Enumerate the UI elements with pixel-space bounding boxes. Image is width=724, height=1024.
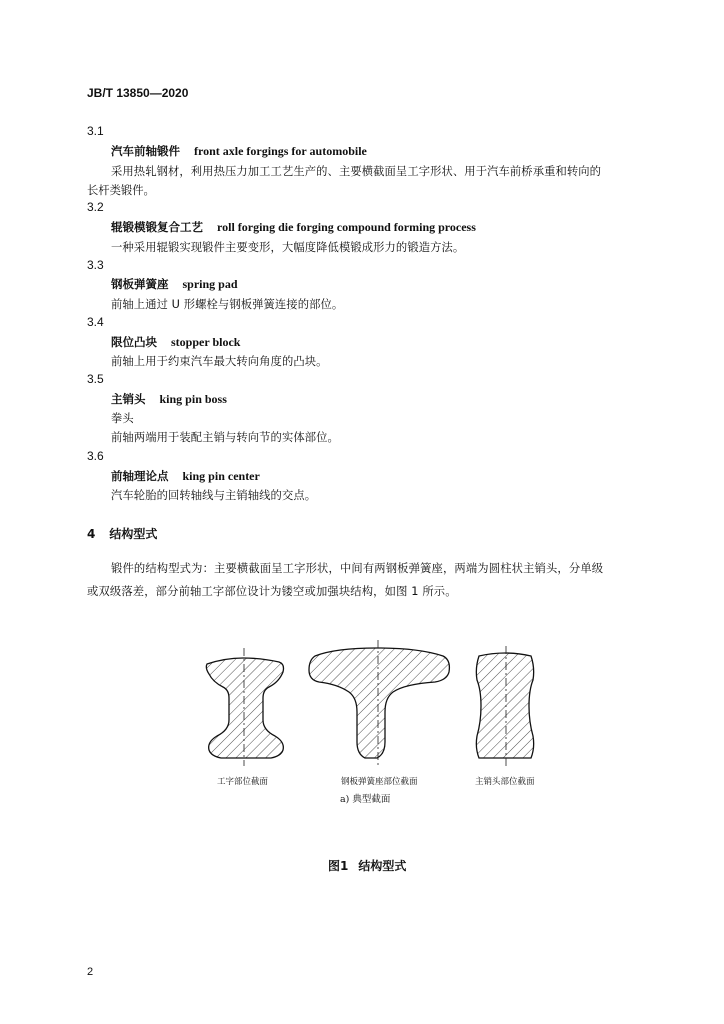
term-en: roll forging die forging compound forming process (217, 220, 476, 234)
standard-number: JB/T 13850—2020 (87, 86, 189, 100)
term-title (111, 276, 238, 292)
spring-pad-section (309, 640, 449, 768)
term-zh: 汽车前轴锻件 (111, 144, 180, 158)
section-paragraph-continued: 或双级落差，部分前轴工字部位设计为镂空或加强块结构，如图 1 所示。 (87, 585, 457, 598)
term-en: front axle forgings for automobile (194, 144, 367, 158)
figure-caption-i-beam: 工字部位截面 (217, 777, 269, 787)
term-number: 3.6 (87, 449, 104, 463)
term-number: 3.2 (87, 200, 104, 214)
term-synonym: 拳头 (111, 412, 134, 425)
cross-section-figure (195, 640, 555, 770)
term-title (111, 219, 476, 235)
figure-title (328, 857, 406, 874)
term-zh: 辊锻模锻复合工艺 (111, 220, 203, 234)
term-definition: 前轴两端用于装配主销与转向节的实体部位。 (111, 431, 339, 444)
section-number: 4 (87, 527, 96, 541)
figure-caption-king-pin: 主销头部位截面 (475, 777, 535, 787)
term-zh: 限位凸块 (111, 335, 157, 349)
term-title (111, 143, 367, 159)
figure-title-text: 结构型式 (358, 859, 407, 873)
term-definition: 前轴上通过 U 形螺栓与钢板弹簧连接的部位。 (111, 298, 344, 311)
term-definition: 前轴上用于约束汽车最大转向角度的凸块。 (111, 355, 328, 368)
term-en: stopper block (171, 335, 241, 349)
figure-caption-spring-pad: 钢板弹簧座部位截面 (341, 777, 418, 787)
term-zh: 钢板弹簧座 (111, 277, 169, 291)
term-zh: 主销头 (111, 392, 146, 406)
term-definition: 一种采用辊锻实现锻件主要变形，大幅度降低模锻成形力的锻造方法。 (111, 241, 465, 254)
i-beam-section (206, 648, 283, 766)
term-title (111, 468, 260, 484)
figure-number: 图1 (328, 859, 349, 873)
term-title (111, 391, 227, 407)
term-en: king pin center (182, 469, 260, 483)
term-zh: 前轴理论点 (111, 469, 169, 483)
section-paragraph: 锻件的结构型式为：主要横截面呈工字形状，中间有两钢板弹簧座，两端为圆柱状主销头，分单级 (111, 562, 604, 575)
term-definition: 采用热轧钢材，利用热压力加工工艺生产的、主要横截面呈工字形状、用于汽车前桥承重和转向的 (111, 165, 602, 178)
term-en: spring pad (182, 277, 238, 291)
term-number: 3.5 (87, 372, 104, 386)
term-definition: 汽车轮胎的回转轴线与主销轴线的交点。 (111, 489, 317, 502)
term-title (111, 334, 240, 350)
page-number: 2 (87, 966, 94, 978)
term-number: 3.3 (87, 258, 104, 272)
section-title: 结构型式 (109, 527, 158, 541)
figure-subcaption: a) 典型截面 (340, 794, 391, 805)
term-number: 3.1 (87, 124, 104, 138)
section-heading (87, 525, 157, 542)
term-number: 3.4 (87, 315, 104, 329)
term-definition-continued: 长杆类锻件。 (87, 184, 155, 197)
king-pin-boss-section (476, 646, 533, 766)
term-en: king pin boss (159, 392, 227, 406)
